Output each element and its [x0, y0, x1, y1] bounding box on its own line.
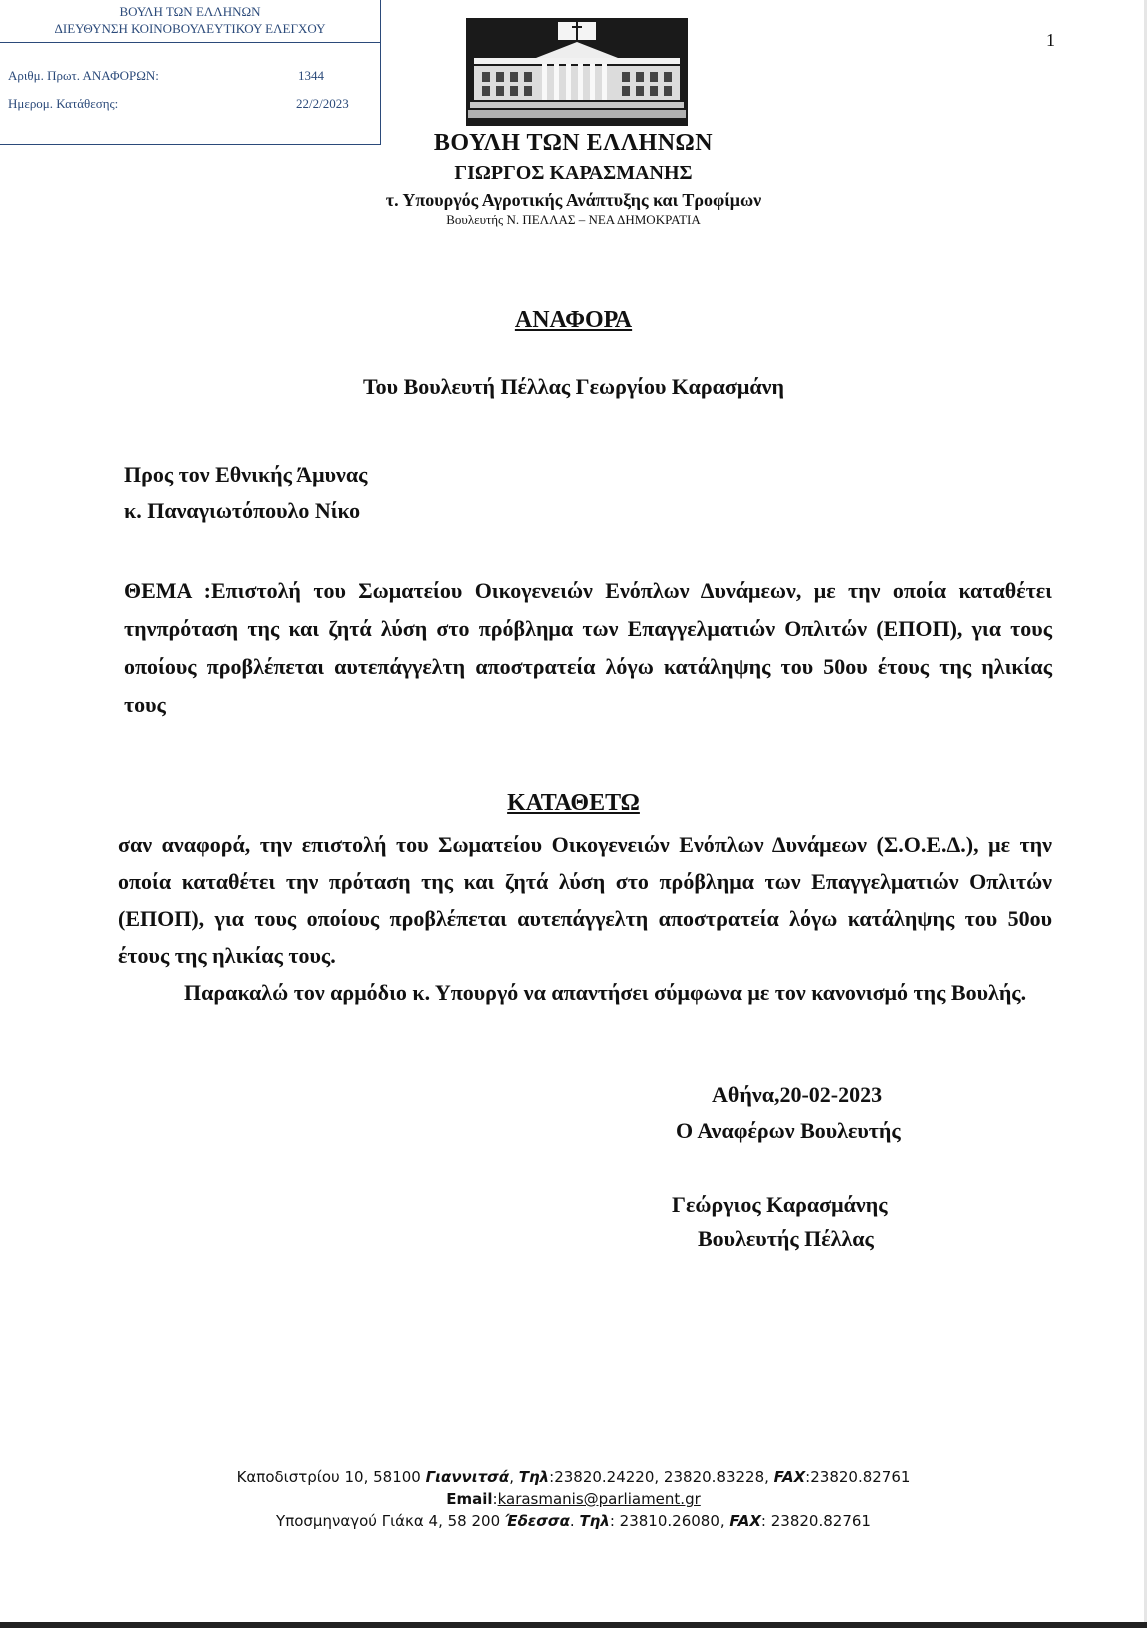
footer-tel-2: : 23810.26080,	[609, 1512, 730, 1530]
body-text	[118, 826, 1052, 1011]
document-from: Του Βουλευτή Πέλλας Γεωργίου Καρασμάνη	[363, 374, 784, 399]
body-paragraph-1: σαν αναφορά, την επιστολή του Σωματείου Οικογενειών Ενόπλων Δυνάμεων (Σ.Ο.Ε.Δ.), με την οποία καταθέτει την πρόταση της και ζητά λύση στο πρόβλημα των Επαγγελματιών Οπλιτών (ΕΠΟΠ), για τους οποίους προβλέπεται αυτεπάγγελτη αποστρατεία λόγω κατάληψης του 50ου έτους της ηλικίας τους.	[118, 832, 1052, 968]
stamp-department: ΔΙΕΥΘΥΝΣΗ ΚΟΙΝΟΒΟΥΛΕΥΤΙΚΟΥ ΕΛΕΓΧΟΥ	[54, 21, 326, 36]
recipient-line-2: κ. Παναγιωτόπουλο Νίκο	[124, 498, 361, 523]
body-paragraph-2: Παρακαλώ τον αρμόδιο κ. Υπουργό να απαντήσει σύμφωνα με τον κανονισμό της Βουλής.	[184, 980, 1027, 1005]
recipient-line-1: Προς τον Εθνικής Άμυνας	[124, 462, 368, 487]
footer-email-link[interactable]: karasmanis@parliament.gr	[497, 1490, 701, 1508]
parliament-building-icon	[466, 18, 688, 126]
footer-city-2: Έδεσσα	[504, 1512, 570, 1530]
footer-fax-1: :23820.82761	[805, 1468, 911, 1486]
footer-fax-label-2: FAX	[729, 1512, 761, 1530]
letterhead-former-role: τ. Υπουργός Αγροτικής Ανάπτυξης και Τροφίμων	[385, 190, 762, 210]
stamp-protocol-value: 1344	[298, 68, 324, 83]
signature-role: Ο Αναφέρων Βουλευτής	[676, 1118, 901, 1143]
footer-fax-label-1: FAX	[773, 1468, 806, 1486]
footer-fax-2: : 23820.82761	[760, 1512, 871, 1530]
submit-title: ΚΑΤΑΘΕΤΩ	[507, 790, 640, 816]
footer-line-giannitsa: Καποδιστρίου 10, 58100 Γιαννιτσά, Τηλ:23820.24220, 23820.83228, FAX:23820.82761	[236, 1468, 911, 1486]
footer-line-edessa: Υποσμηναγού Γιάκα 4, 58 200 Έδεσσα. Τηλ: 23810.26080, FAX: 23820.82761	[276, 1512, 871, 1530]
footer-address-1: Καποδιστρίου 10, 58100	[236, 1468, 426, 1486]
footer-tel-label-1: Τηλ	[518, 1468, 550, 1486]
registration-stamp	[0, 0, 381, 145]
footer-address-2: Υποσμηναγού Γιάκα 4, 58 200	[276, 1512, 505, 1530]
document-title: ΑΝΑΦΟΡΑ	[514, 307, 633, 333]
signature-name: Γεώργιος Καρασμάνης	[672, 1192, 888, 1217]
letterhead-org: ΒΟΥΛΗ ΤΩΝ ΕΛΛΗΝΩΝ	[433, 130, 714, 156]
stamp-protocol-label: Αριθμ. Πρωτ. ΑΝΑΦΟΡΩΝ:	[8, 68, 159, 83]
stamp-date-value: 22/2/2023	[296, 96, 349, 111]
stamp-date-label: Ημερομ. Κατάθεσης:	[8, 96, 119, 111]
signature-place-date: Αθήνα,20-02-2023	[712, 1082, 883, 1107]
stamp-org: ΒΟΥΛΗ ΤΩΝ ΕΛΛΗΝΩΝ	[119, 4, 261, 19]
stamp-divider	[0, 42, 380, 43]
page-number: 1	[1046, 30, 1055, 50]
footer-city-1: Γιαννιτσά	[425, 1468, 510, 1486]
letterhead-constituency: Βουλευτής Ν. ΠΕΛΛΑΣ – ΝΕΑ ΔΗΜΟΚΡΑΤΙΑ	[446, 212, 701, 227]
footer-email-label: Email	[446, 1490, 493, 1508]
footer-tel-label-2: Τηλ	[579, 1512, 610, 1530]
letterhead-name: ΓΙΩΡΓΟΣ ΚΑΡΑΣΜΑΝΗΣ	[454, 162, 693, 184]
subject-paragraph: ΘΕΜΑ :Επιστολή του Σωματείου Οικογενειών Ενόπλων Δυνάμεων, με την οποία καταθέτει τηνπρόταση της και ζητά λύση στο πρόβλημα των Επαγγελματιών Οπλιτών (ΕΠΟΠ), για τους οποίους προβλέπεται αυτεπάγγελτη αποστρατεία λόγω κατάληψης του 50ου έτους της ηλικίας τους	[124, 578, 1052, 717]
signature-seat: Βουλευτής Πέλλας	[698, 1226, 874, 1251]
scan-bottom-edge	[0, 1622, 1147, 1628]
footer-tel-1: :23820.24220, 23820.83228,	[549, 1468, 774, 1486]
footer-line-email: Email:karasmanis@parliament.gr	[446, 1490, 701, 1508]
